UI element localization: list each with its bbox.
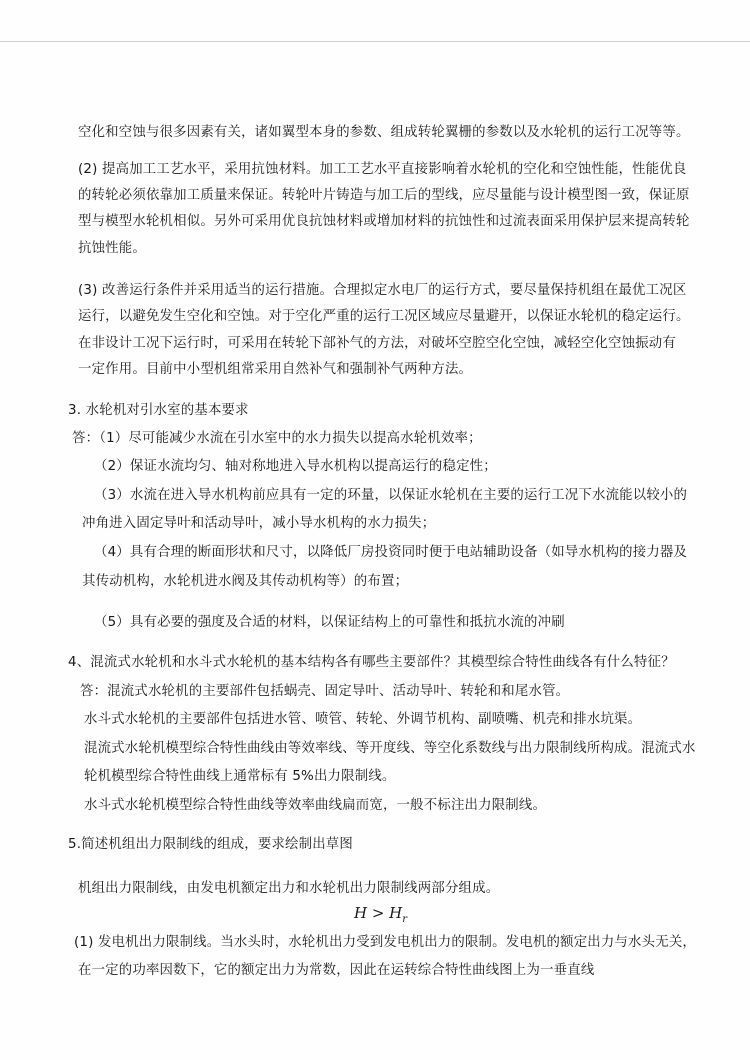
formula-subscript: r bbox=[402, 914, 408, 925]
paragraph-line: 一定作用。目前中小型机组常采用自然补气和强制补气两种方法。 bbox=[78, 362, 473, 377]
answer-line: 水斗式水轮机的主要部件包括进水管、喷管、转轮、外调节机构、副喷嘴、机壳和排水坑渠。 bbox=[84, 712, 642, 727]
answer-line: 机组出力限制线，由发电机额定出力和水轮机出力限制线两部分组成。 bbox=[78, 881, 500, 896]
paragraph-line: (2) 提高加工工艺水平，采用抗蚀材料。加工工艺水平直接影响着水轮机的空化和空蚀性能，性能优良 bbox=[78, 162, 687, 177]
paragraph-line: 型与模型水轮机相似。另外可采用优良抗蚀材料或增加材料的抗蚀性和过流表面采用保护层来提高转轮 bbox=[78, 214, 690, 229]
answer-line: (1) 发电机出力限制线。当水头时，水轮机出力受到发电机出力的限制。发电机的额定出力与水头无关， bbox=[74, 935, 697, 950]
paragraph-line: 在非设计工况下运行时，可采用在转轮下部补气的方法，对破坏空腔空化空蚀，减轻空化空蚀振动有 bbox=[78, 336, 676, 351]
answer-line: （5）具有必要的强度及合适的材料，以保证结构上的可靠性和抵抗水流的冲刷 bbox=[94, 615, 565, 630]
paragraph-line: 抗蚀性能。 bbox=[78, 241, 146, 256]
answer-line: 轮机模型综合特性曲线上通常标有 5%出力限制线。 bbox=[84, 769, 396, 784]
paragraph-line: 空化和空蚀与很多因素有关，诸如翼型本身的参数、组成转轮翼栅的参数以及水轮机的运行工况等等。 bbox=[78, 125, 690, 140]
answer-line: 答：（1）尽可能减少水流在引水室中的水力损失以提高水轮机效率； bbox=[72, 431, 482, 446]
answer-line: （4）具有合理的断面形状和尺寸，以降低厂房投资同时便于电站辅助设备（如导水机构的接力器及 bbox=[94, 545, 688, 560]
answer-line: 冲角进入固定导叶和活动导叶，减小导水机构的水力损失； bbox=[82, 516, 436, 531]
formula-lhs: H > H bbox=[354, 904, 403, 922]
answer-line: （3）水流在进入导水机构前应具有一定的环量，以保证水轮机在主要的运行工况下水流能以较小的 bbox=[94, 488, 688, 503]
answer-line: 在一定的功率因数下，它的额定出力为常数，因此在运转综合特性曲线图上为一垂直线 bbox=[78, 963, 595, 978]
paragraph-line: 运行，以避免发生空化和空蚀。对于空化严重的运行工况区域应尽量避开，以保证水轮机的稳定运行。 bbox=[78, 309, 690, 324]
answer-line: （2）保证水流均匀、轴对称地进入导水机构以提高运行的稳定性； bbox=[94, 459, 497, 474]
answer-line: 答：混流式水轮机的主要部件包括蜗壳、固定导叶、活动导叶、转轮和和尾水管。 bbox=[80, 684, 570, 699]
paragraph-line: 的转轮必须依靠加工质量来保证。转轮叶片铸造与加工后的型线，应尽量能与设计模型图一致，保证原 bbox=[78, 188, 690, 203]
answer-line: 混流式水轮机模型综合特性曲线由等效率线、等开度线、等空化系数线与出力限制线所构成。混流式水 bbox=[84, 741, 696, 756]
paragraph-line: (3) 改善运行条件并采用适当的运行措施。合理拟定水电厂的运行方式，要尽量保持机组在最优工况区 bbox=[78, 283, 687, 298]
answer-line: 其传动机构，水轮机进水阀及其传动机构等）的布置； bbox=[82, 574, 409, 589]
page-top-divider bbox=[0, 41, 750, 42]
answer-line: 水斗式水轮机模型综合特性曲线等效率曲线扁而宽，一般不标注出力限制线。 bbox=[84, 798, 547, 813]
formula bbox=[354, 904, 407, 929]
section-heading: 5.简述机组出力限制线的组成，要求绘制出草图 bbox=[68, 837, 353, 852]
section-heading: 3. 水轮机对引水室的基本要求 bbox=[68, 403, 249, 418]
section-heading: 4、混流式水轮机和水斗式水轮机的基本结构各有哪些主要部件？其模型综合特性曲线各有什么特征？ bbox=[68, 655, 675, 670]
